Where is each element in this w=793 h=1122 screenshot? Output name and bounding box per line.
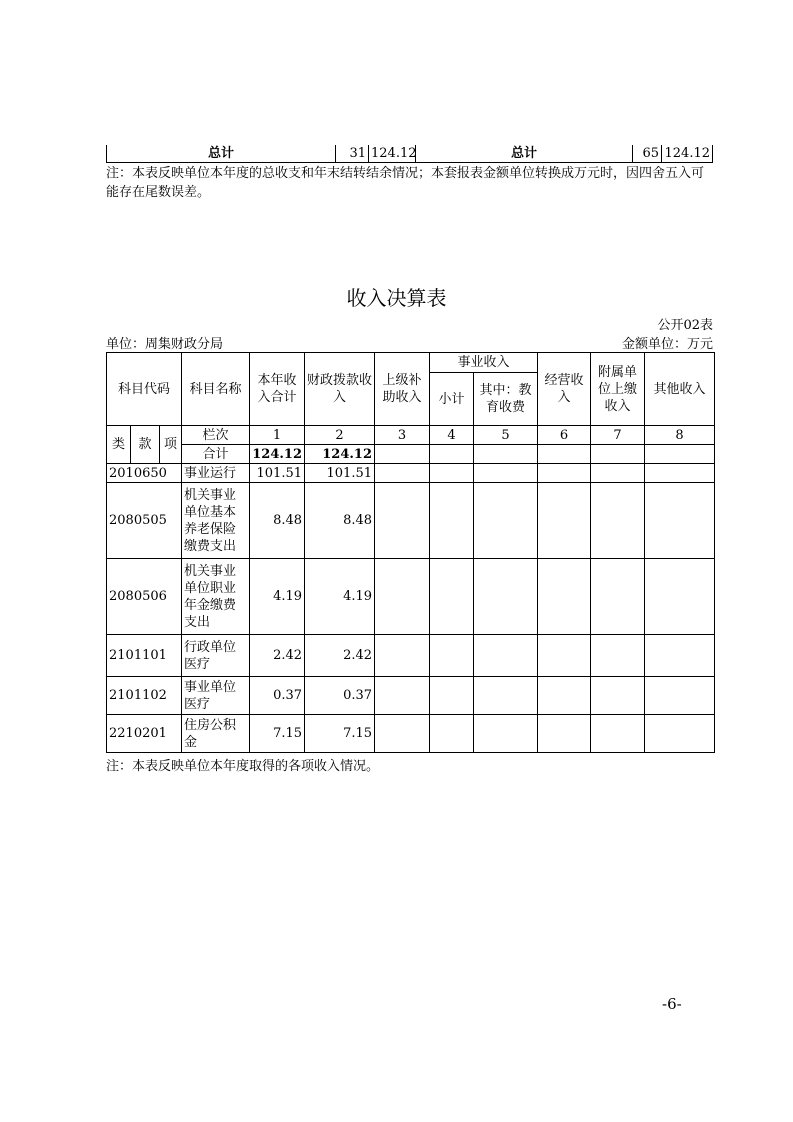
page-title: 收入决算表 xyxy=(346,286,447,310)
income-table xyxy=(106,352,715,753)
table-row xyxy=(107,677,715,715)
header-business-income: 事业收入 xyxy=(430,353,538,373)
header-kuan: 款 xyxy=(131,426,160,464)
subject-code: 2010650 xyxy=(107,464,182,483)
table-row xyxy=(107,483,715,559)
col-number: 5 xyxy=(474,426,538,445)
table-row xyxy=(107,559,715,635)
total-income: 2.42 xyxy=(250,635,305,677)
total-value: 124.12 xyxy=(305,445,375,464)
total-label: 总计 xyxy=(416,145,633,163)
total-income: 8.48 xyxy=(250,483,305,559)
fiscal-income: 7.15 xyxy=(305,715,375,753)
col-number: 7 xyxy=(591,426,645,445)
header-xiang: 项 xyxy=(160,426,182,464)
header-total-income: 本年收入合计 xyxy=(250,353,305,426)
subject-name: 机关事业单位职业年金缴费支出 xyxy=(182,559,250,635)
fiscal-income: 2.42 xyxy=(305,635,375,677)
subject-name: 事业运行 xyxy=(182,464,250,483)
header-operating: 经营收入 xyxy=(538,353,591,426)
total-income: 0.37 xyxy=(250,677,305,715)
header-superior-subsidy: 上级补助收入 xyxy=(375,353,430,426)
fiscal-income: 101.51 xyxy=(305,464,375,483)
form-number: 公开02表 xyxy=(657,318,713,333)
page-number: -6- xyxy=(662,995,682,1013)
total-value: 124.12 xyxy=(250,445,305,464)
row-number: 31 xyxy=(336,145,369,163)
table-note: 注：本表反映单位本年度取得的各项收入情况。 xyxy=(106,759,380,774)
previous-table-total-row xyxy=(106,145,713,163)
total-value: 124.12 xyxy=(369,145,416,163)
subject-name: 事业单位医疗 xyxy=(182,677,250,715)
col-number: 3 xyxy=(375,426,430,445)
subject-code: 2101102 xyxy=(107,677,182,715)
table-row xyxy=(107,635,715,677)
total-label: 合计 xyxy=(182,445,250,464)
col-number: 6 xyxy=(538,426,591,445)
total-income: 4.19 xyxy=(250,559,305,635)
subject-name: 行政单位医疗 xyxy=(182,635,250,677)
header-lei: 类 xyxy=(107,426,131,464)
fiscal-income: 8.48 xyxy=(305,483,375,559)
unit-label: 单位：周集财政分局 xyxy=(106,337,224,352)
subject-code: 2210201 xyxy=(107,715,182,753)
header-education-fee: 其中：教育收费 xyxy=(474,373,538,426)
total-income: 101.51 xyxy=(250,464,305,483)
subject-code: 2080506 xyxy=(107,559,182,635)
col-number: 1 xyxy=(250,426,305,445)
subject-code: 2101101 xyxy=(107,635,182,677)
col-number: 4 xyxy=(430,426,474,445)
col-number: 8 xyxy=(645,426,715,445)
header-fiscal: 财政拨款收入 xyxy=(305,353,375,426)
row-number: 65 xyxy=(633,145,662,163)
total-value: 124.12 xyxy=(662,145,713,163)
header-subtotal: 小计 xyxy=(430,373,474,426)
previous-note: 注：本表反映单位本年度的总收支和年末结转结余情况；本套报表金额单位转换成万元时，因四舍五入可能存在尾数误差。 xyxy=(106,166,705,200)
fiscal-income: 4.19 xyxy=(305,559,375,635)
header-code: 科目代码 xyxy=(107,353,182,426)
header-name: 科目名称 xyxy=(182,353,250,426)
table-row xyxy=(107,464,715,483)
col-number: 2 xyxy=(305,426,375,445)
total-income: 7.15 xyxy=(250,715,305,753)
header-affiliated: 附属单位上缴收入 xyxy=(591,353,645,426)
header-other: 其他收入 xyxy=(645,353,715,426)
total-label: 总计 xyxy=(107,145,336,163)
table-row xyxy=(107,715,715,753)
money-unit-label: 金额单位：万元 xyxy=(621,337,713,352)
fiscal-income: 0.37 xyxy=(305,677,375,715)
subject-code: 2080505 xyxy=(107,483,182,559)
subject-name: 住房公积金 xyxy=(182,715,250,753)
header-lanci: 栏次 xyxy=(182,426,250,445)
subject-name: 机关事业单位基本养老保险缴费支出 xyxy=(182,483,250,559)
